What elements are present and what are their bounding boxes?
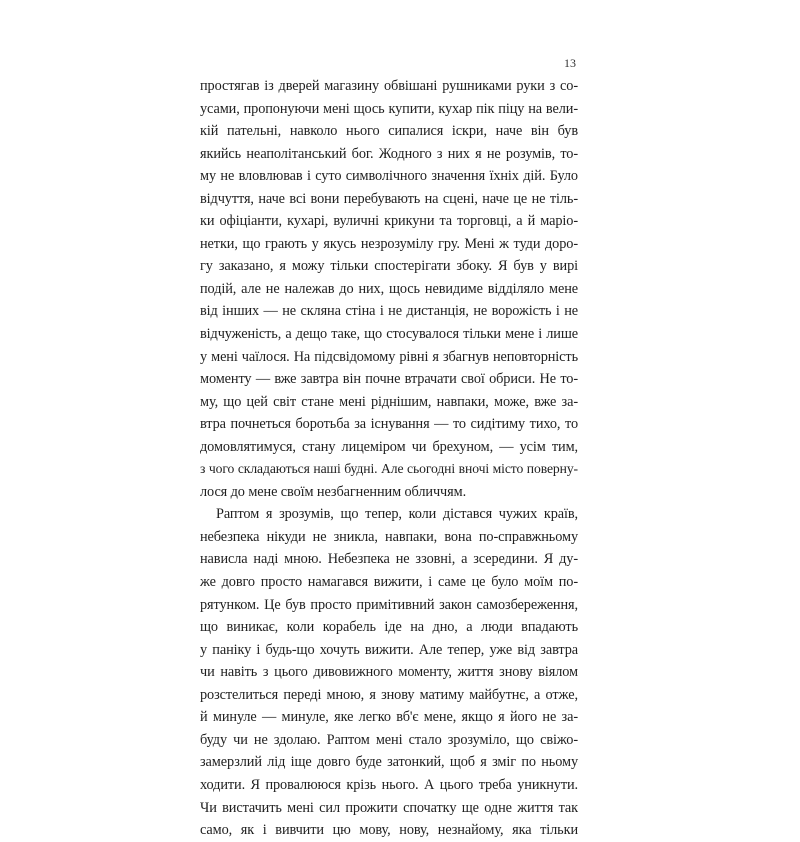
- text-line: ки офіціанти, кухарі, вуличні крикуни та торговці, а й маріо-: [200, 213, 578, 230]
- text-line: моменту — вже завтра він почне втрачати свої обриси. Не то-: [200, 371, 578, 388]
- text-line: від інших — не скляна стіна і не дистанція, не ворожість і не: [200, 303, 578, 320]
- text-line: рятунком. Це був просто примітивний закон самозбереження,: [200, 596, 578, 613]
- text-line: відчуженість, а дещо таке, що стосувалося тільки мене і лише: [200, 326, 578, 343]
- text-line: небезпека нікуди не зникла, навпаки, вона по-справжньому: [200, 528, 578, 545]
- text-line: втра почнеться боротьба за існування — то сидітиму тихо, то: [200, 416, 578, 433]
- text-line: якийсь неаполітанський бог. Жодного з них я не розумів, то-: [200, 145, 578, 162]
- text-line: гу заказано, я можу тільки спостерігати збоку. Я був у вирі: [200, 258, 578, 275]
- text-line: відчуття, наче всі вони перебувають на сцені, наче це не тіль-: [200, 190, 578, 207]
- text-line: домовлятимуся, стану лицеміром чи брехуном, — усім тим,: [200, 438, 578, 455]
- text-line: ходити. Я провалююся крізь нього. А цього треба уникнути.: [200, 776, 578, 793]
- text-line: буду чи не здолаю. Раптом мені стало зрозуміло, що свіжо-: [200, 731, 578, 748]
- text-line: у паніку і будь-що хочуть вижити. Але тепер, уже від завтра: [200, 641, 578, 658]
- text-line: усами, пропонуючи мені щось купити, кухар пік піцу на вели-: [200, 100, 578, 117]
- text-line: кій пательні, навколо нього сипалися іскри, наче він був: [200, 123, 578, 140]
- text-line: му не вловлював і суто символічного значення їхніх дій. Було: [200, 168, 578, 185]
- text-line: чи навіть з цього дивовижного моменту, життя знову віялом: [200, 664, 578, 681]
- text-line: й минуле — минуле, яке легко вб'є мене, якщо я його не за-: [200, 709, 578, 726]
- text-line: нависла наді мною. Небезпека не ззовні, а зсередини. Я ду-: [200, 551, 578, 568]
- text-line: само, як і вивчити цю мову, нову, незнайому, яка тільки: [200, 822, 578, 839]
- text-line: же довго просто намагався вижити, і саме це було моїм по-: [200, 574, 578, 591]
- text-line: подій, але не належав до них, щось невидиме відділяло мене: [200, 280, 578, 297]
- text-line: лося до мене своїм незбагненним обличчям.: [200, 483, 467, 500]
- text-line: розстелиться переді мною, я знову матиму майбутнє, а отже,: [200, 686, 578, 703]
- page-number: 13: [564, 56, 576, 70]
- text-line: що виникає, коли корабель іде на дно, а люди впадають: [200, 619, 578, 636]
- text-line: Чи вистачить мені сил прожити спочатку ще одне життя так: [200, 799, 578, 816]
- text-line: замерзлий лід іще довго буде затонкий, щоб я зміг по ньому: [200, 754, 578, 771]
- text-line: у мені чаїлося. На підсвідомому рівні я збагнув неповторність: [200, 348, 578, 365]
- text-line: простягав із дверей магазину обвішані рушниками руки з со-: [200, 78, 578, 94]
- body-text: [200, 75, 578, 842]
- text-line: му, що цей світ стане мені ріднішим, навпаки, може, вже за-: [200, 393, 578, 410]
- text-line: нетки, що грають у якусь незрозумілу гру. Мені ж туди доро-: [200, 235, 578, 252]
- text-line: з чого складаються наші будні. Але сьогодні вночі місто поверну-: [200, 461, 578, 477]
- text-line-paragraph-start: Раптом я зрозумів, що тепер, коли дістався чужих країв,: [216, 506, 578, 523]
